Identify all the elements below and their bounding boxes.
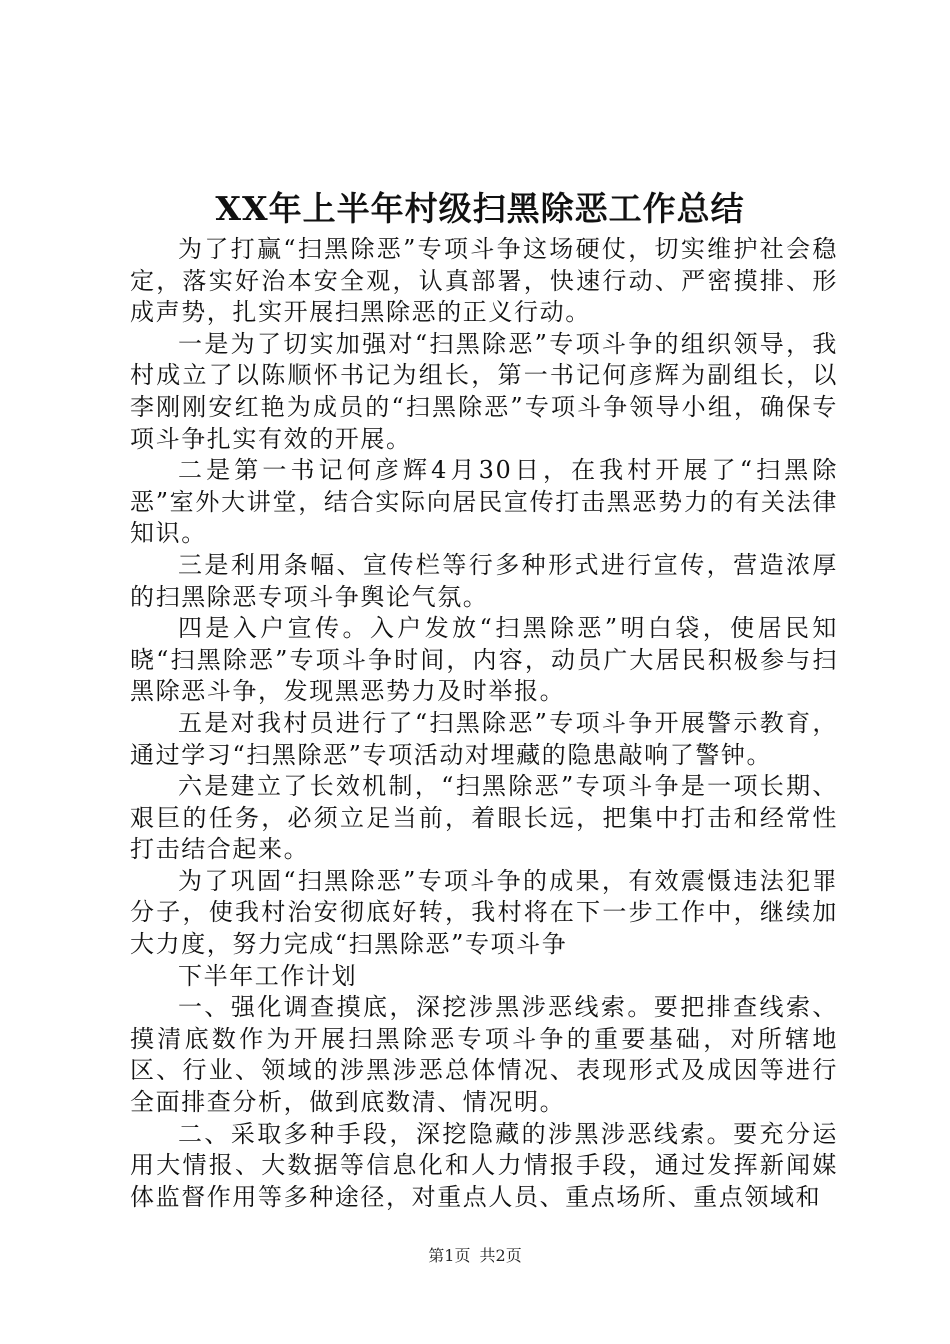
paragraph-item-3: 三是利用条幅、宣传栏等行多种形式进行宣传，营造浓厚的扫黑除恶专项斗争舆论气氛。 bbox=[130, 550, 838, 611]
paragraph-item-2: 二是第一书记何彦辉4月30日，在我村开展了“扫黑除恶”室外大讲堂，结合实际向居民宣传打击黑恶势力的有关法律知识。 bbox=[130, 456, 838, 548]
paragraph-item-6: 六是建立了长效机制，“扫黑除恶”专项斗争是一项长期、艰巨的任务，必须立足当前，着眼长远，把集中打击和经常性打击结合起来。 bbox=[130, 772, 838, 864]
paragraph-item-1: 一是为了切实加强对“扫黑除恶”专项斗争的组织领导，我村成立了以陈顺怀书记为组长，第一书记何彦辉为副组长，以李刚刚安红艳为成员的“扫黑除恶”专项斗争领导小组，确保专项斗争扎实有效的开展。 bbox=[130, 329, 838, 453]
paragraph-item-4: 四是入户宣传。入户发放“扫黑除恶”明白袋，使居民知晓“扫黑除恶”专项斗争时间，内容，动员广大居民积极参与扫黑除恶斗争，发现黑恶势力及时举报。 bbox=[130, 614, 838, 706]
document-title: XX年上半年村级扫黑除恶工作总结 bbox=[215, 189, 745, 228]
document-body bbox=[130, 234, 838, 1213]
page-total: 共2页 bbox=[479, 1246, 522, 1265]
paragraph-plan-1: 一、强化调查摸底，深挖涉黑涉恶线索。要把排查线索、摸清底数作为开展扫黑除恶专项斗争的重要基础，对所辖地区、行业、领域的涉黑涉恶总体情况、表现形式及成因等进行全面排查分析，做到底数清、情况明。 bbox=[130, 993, 838, 1117]
section-heading-plan: 下半年工作计划 bbox=[178, 961, 358, 990]
page-footer bbox=[0, 1245, 950, 1267]
paragraph-intro: 为了打赢“扫黑除恶”专项斗争这场硬仗，切实维护社会稳定，落实好治本安全观，认真部署，快速行动、严密摸排、形成声势，扎实开展扫黑除恶的正义行动。 bbox=[130, 235, 838, 327]
paragraph-item-5: 五是对我村员进行了“扫黑除恶”专项斗争开展警示教育，通过学习“扫黑除恶”专项活动对埋藏的隐患敲响了警钟。 bbox=[130, 708, 838, 769]
paragraph-conclusion: 为了巩固“扫黑除恶”专项斗争的成果，有效震慑违法犯罪分子，使我村治安彻底好转，我村将在下一步工作中，继续加大力度，努力完成“扫黑除恶”专项斗争 bbox=[130, 866, 838, 959]
paragraph-plan-2: 二、采取多种手段，深挖隐藏的涉黑涉恶线索。要充分运用大情报、大数据等信息化和人力情报手段，通过发挥新闻媒体监督作用等多种途径，对重点人员、重点场所、重点领域和 bbox=[130, 1119, 838, 1211]
page-number: 第1页 bbox=[428, 1246, 471, 1265]
